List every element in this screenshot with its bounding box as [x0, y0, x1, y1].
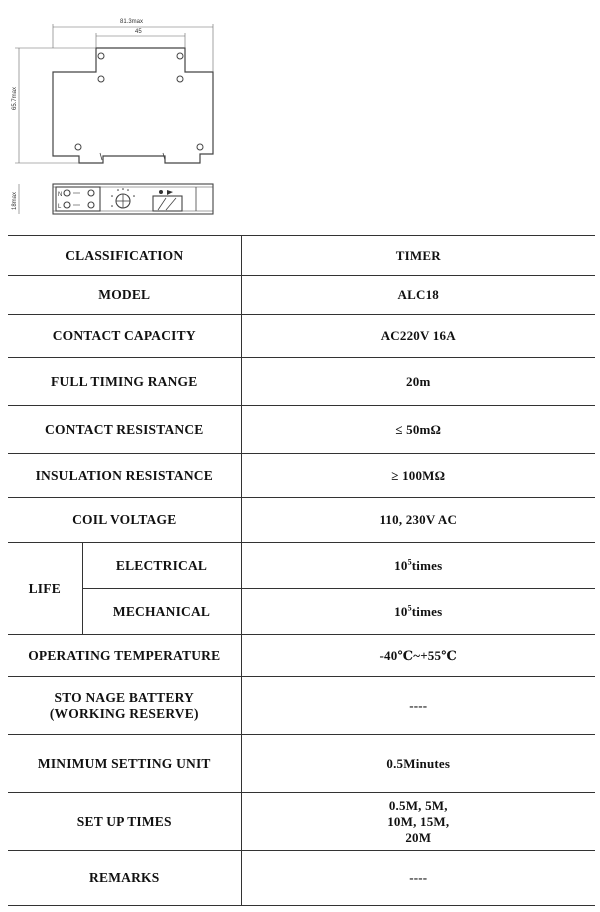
row-label: CONTACT CAPACITY: [8, 315, 241, 358]
top-view-drawing: [53, 184, 213, 214]
table-row-battery: [8, 677, 595, 735]
table-row-setup: [8, 793, 595, 851]
table-row: [8, 315, 595, 358]
row-value: ALC18: [241, 276, 595, 315]
row-value: -40℃~+55℃: [241, 635, 595, 677]
min-unit-value: 0.5Minutes: [241, 735, 595, 793]
row-label: INSULATION RESISTANCE: [8, 454, 241, 498]
table-row-life-electrical: [8, 543, 595, 589]
height-dimension-label: 65.7max: [12, 86, 18, 110]
row-value: 110, 230V AC: [241, 498, 595, 543]
setup-label: SET UP TIMES: [8, 793, 241, 851]
min-unit-label: MINIMUM SETTING UNIT: [8, 735, 241, 793]
table-row: [8, 276, 595, 315]
battery-value: ----: [241, 677, 595, 735]
row-label: FULL TIMING RANGE: [8, 358, 241, 406]
mechanical-label: MECHANICAL: [82, 589, 241, 635]
table-row: [8, 236, 595, 276]
row-value: ≥ 100MΩ: [241, 454, 595, 498]
mechanical-life-value: $10^5times$: [241, 589, 595, 635]
row-value: 20m: [241, 358, 595, 406]
front-view-drawing: [53, 48, 213, 163]
table-row-remarks: [8, 851, 595, 906]
terminal-label-n: N: [58, 192, 63, 198]
mounting-holes: [75, 53, 203, 150]
row-value: TIMER: [241, 236, 595, 276]
inner-dimension-label: 45: [135, 29, 142, 35]
row-value: AC220V 16A: [241, 315, 595, 358]
table-row: [8, 635, 595, 677]
row-label: CONTACT RESISTANCE: [8, 406, 241, 454]
table-row: [8, 358, 595, 406]
life-label: LIFE: [8, 543, 82, 635]
row-label: COIL VOLTAGE: [8, 498, 241, 543]
dimension-lines: [15, 24, 213, 163]
setup-value: 0.5M, 5M, 10M, 15M, 20M: [241, 793, 595, 851]
row-label: OPERATING TEMPERATURE: [8, 635, 241, 677]
top-view-indicators: [111, 188, 173, 207]
table-row: [8, 454, 595, 498]
terminal-label-l: L: [58, 204, 62, 210]
table-row: [8, 498, 595, 543]
remarks-label: REMARKS: [8, 851, 241, 906]
row-label: CLASSIFICATION: [8, 236, 241, 276]
electrical-life-value: $10^5times$: [241, 543, 595, 589]
electrical-label: ELECTRICAL: [82, 543, 241, 589]
table-row: [8, 735, 595, 793]
depth-dimension-label: 18max: [12, 191, 18, 210]
battery-label: STO NAGE BATTERY (WORKING RESERVE): [8, 677, 241, 735]
row-label: MODEL: [8, 276, 241, 315]
table-row-life-mechanical: [8, 589, 595, 635]
table-row: [8, 406, 595, 454]
row-value: ≤ 50mΩ: [241, 406, 595, 454]
technical-drawing: [0, 0, 600, 232]
specification-table: [8, 235, 595, 906]
remarks-value: ----: [241, 851, 595, 906]
width-dimension-label: 81.3max: [120, 19, 144, 25]
